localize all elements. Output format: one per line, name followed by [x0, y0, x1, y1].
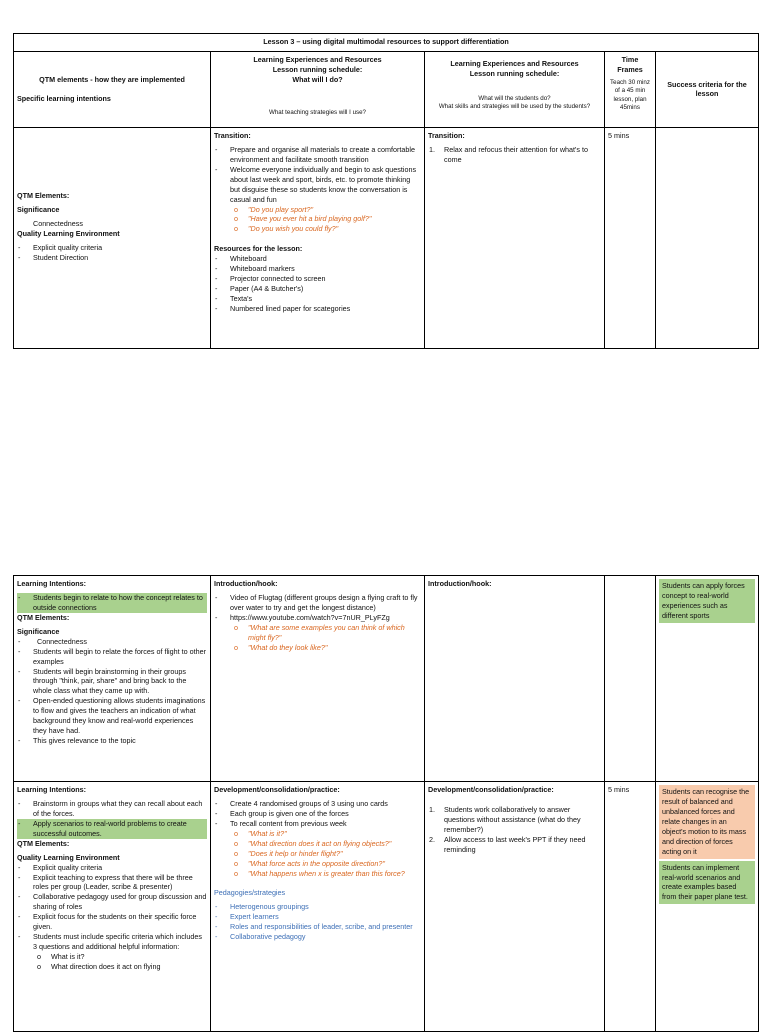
list-item: 1. Students work collaboratively to answer questions without assistance (what do they remember?) — [429, 804, 581, 834]
question-item: o "Does it help or hinder flight?" — [214, 849, 421, 859]
success-criteria-badge: Students can apply forces concept to real-world experiences such as different sports — [659, 579, 755, 623]
intro-heading: Introduction/hook: — [214, 579, 278, 588]
list-item: 2. Allow access to last week's PPT if they need reminding — [429, 834, 586, 854]
list-item: - Projector connected to screen — [214, 274, 421, 284]
resources-list — [214, 254, 421, 314]
dev-li-list — [17, 799, 207, 839]
list-item: - Apply scenarios to real-world problems to create successful outcomes. — [17, 819, 207, 839]
transition-heading: Transition: — [214, 130, 251, 140]
list-item: - Create 4 randomised groups of 3 using uno cards — [214, 799, 421, 809]
significance-label: Significance — [17, 204, 60, 214]
development-row — [14, 782, 759, 1032]
list-item: - Expert learners — [214, 912, 421, 922]
teacher-header-note: What teaching strategies will I use? — [269, 108, 366, 116]
qtm-elements-label: QTM Elements: — [17, 612, 70, 622]
question-item: o "Do you play sport?" — [214, 205, 421, 215]
teacher-header-question: What will I do? — [292, 74, 343, 84]
pedagogies-heading: Pedagogies/strategies — [214, 888, 286, 898]
student-intro-heading: Introduction/hook: — [428, 579, 492, 588]
list-item: - Prepare and organise all materials to create a comfortable environment and facilitate smooth transition — [214, 145, 421, 165]
student-header-sub: Lesson running schedule: — [469, 68, 560, 78]
dev-qtm-list — [17, 863, 207, 972]
question-item: o "Have you ever hit a bird playing golf?" — [214, 214, 421, 224]
question-item: o "What happens when x is greater than this force? — [214, 869, 421, 879]
qtm-elements-label: QTM Elements: — [17, 190, 70, 200]
student-transition-heading: Transition: — [428, 130, 465, 140]
list-item: - Explicit focus for the students on their specific force given. — [17, 912, 207, 932]
success-header: Success criteria for the lesson — [667, 79, 747, 99]
transition-time: 5 mins — [605, 127, 656, 348]
list-item: - This gives relevance to the topic — [17, 736, 207, 746]
list-item: - Texta's — [214, 294, 421, 304]
qtm-elements-label: QTM Elements: — [17, 838, 70, 848]
list-item: - Student Direction — [17, 253, 207, 263]
list-item: - Students begin to relate to how the concept relates to outside connections — [17, 593, 207, 613]
dev-time: 5 mins — [605, 782, 656, 1032]
student-header-note2: What skills and strategies will be used by the students? — [438, 103, 591, 111]
li-heading: Learning Intentions: — [17, 579, 87, 588]
qle-label: Quality Learning Environment — [17, 228, 120, 238]
transition-success — [656, 127, 759, 348]
list-item: - Explicit quality criteria — [17, 863, 207, 873]
list-item: - Brainstorm in groups what they can recall about each of the forces. — [17, 799, 207, 819]
teacher-header-sub: Lesson running schedule: — [272, 64, 363, 74]
list-item: - Students will begin to relate the forces of flight to other examples — [17, 647, 207, 667]
student-transition-list — [428, 145, 601, 165]
list-item: o What direction does it act on flying — [17, 962, 207, 972]
question-item: o "What force acts in the opposite direction?" — [214, 859, 421, 869]
intro-qtm-list — [17, 637, 207, 746]
list-item: - Open-ended questioning allows students imaginations to flow and gives the teachers an indication of what background they know and real-world experiences they have had. — [17, 696, 207, 736]
student-header-title: Learning Experiences and Resources — [450, 58, 579, 68]
list-item: - Collaborative pedagogy — [214, 932, 421, 942]
list-item: 1. Relax and refocus their attention for what's to come — [429, 144, 589, 164]
lesson-plan-table-bottom — [13, 575, 759, 1032]
list-item: - Connectedness — [17, 637, 207, 647]
list-item: - Collaborative pedagogy used for group discussion and sharing of roles — [17, 892, 207, 912]
lesson-title: Lesson 3 – using digital multimodal resources to support differentiation — [14, 34, 759, 52]
qle-label: Quality Learning Environment — [17, 852, 120, 862]
list-item: - Whiteboard — [214, 254, 421, 264]
transition-row — [14, 127, 759, 348]
list-item: - Explicit teaching to express that there will be three roles per group (Leader, scribe & presenter) — [17, 873, 207, 893]
list-item: - Video of Flugtag (different groups design a flying craft to fly over water to try and get the longest distance) — [214, 593, 421, 613]
student-header-note1: What will the students do? — [478, 94, 551, 102]
list-item: - Heterogenous groupings — [214, 902, 421, 912]
list-item: - Numbered lined paper for scategories — [214, 304, 421, 314]
connectedness-text: Connectedness — [33, 218, 83, 228]
time-header-note: Teach 30 minz of a 45 min lesson, plan 45mins — [610, 78, 650, 111]
teacher-transition-list — [214, 145, 421, 234]
success-criteria-badge: Students can implement real-world scenarios and create examples based from their paper plane test. — [659, 861, 755, 905]
qtm-header: QTM elements - how they are implemented — [39, 74, 185, 84]
question-item: o "What do they look like?" — [214, 643, 421, 653]
pedagogies-list — [214, 902, 421, 942]
qle-list — [17, 243, 207, 263]
time-header: Time Frames — [617, 54, 643, 74]
success-criteria-badge: Students can recognise the result of balanced and unbalanced forces and relate changes in an object's motion to its mass and direction of forces acting on it — [659, 785, 755, 859]
student-dev-list — [428, 805, 601, 855]
list-item: - Welcome everyone individually and begin to ask questions about last week and sport, birds, etc. to promote thinking but disguise these so students know the conversation is casual and fun — [214, 165, 421, 205]
list-item: - Students will begin brainstorming in their groups through "think, pair, share" and bring back to the whole class what they came up with. — [17, 667, 207, 697]
intro-teacher-list — [214, 593, 421, 653]
list-item: - Explicit quality criteria — [17, 243, 207, 253]
list-item: - Students must include specific criteria which includes 3 questions and additional helpful information: — [17, 932, 207, 952]
dev-heading: Development/consolidation/practice: — [214, 785, 340, 794]
question-item: o "Do you wish you could fly?" — [214, 224, 421, 234]
question-item: o "What are some examples you can think of which might fly?" — [214, 623, 421, 643]
dev-teacher-list — [214, 799, 421, 879]
li-heading: Learning Intentions: — [17, 785, 87, 794]
intro-row — [14, 576, 759, 782]
list-item: - Paper (A4 & Butcher's) — [214, 284, 421, 294]
intro-time — [605, 576, 656, 782]
specific-li-header: Specific learning intentions — [17, 94, 111, 104]
list-item: - To recall content from previous week — [214, 819, 421, 829]
student-dev-heading: Development/consolidation/practice: — [428, 785, 554, 794]
li-list — [17, 593, 207, 613]
question-item: o "What is it?" — [214, 829, 421, 839]
question-item: o "What direction does it act on flying objects?" — [214, 839, 421, 849]
teacher-header-title: Learning Experiences and Resources — [253, 54, 382, 64]
list-item: - Roles and responsibilities of leader, scribe, and presenter — [214, 922, 421, 932]
header-row — [14, 51, 759, 127]
list-item: - Each group is given one of the forces — [214, 809, 421, 819]
significance-label: Significance — [17, 626, 60, 636]
video-link[interactable]: - https://www.youtube.com/watch?v=7nUR_PLyFZg — [214, 613, 421, 623]
resources-heading: Resources for the lesson: — [214, 244, 303, 254]
list-item: - Whiteboard markers — [214, 264, 421, 274]
lesson-plan-table-top — [13, 33, 759, 349]
list-item: o What is it? — [17, 952, 207, 962]
